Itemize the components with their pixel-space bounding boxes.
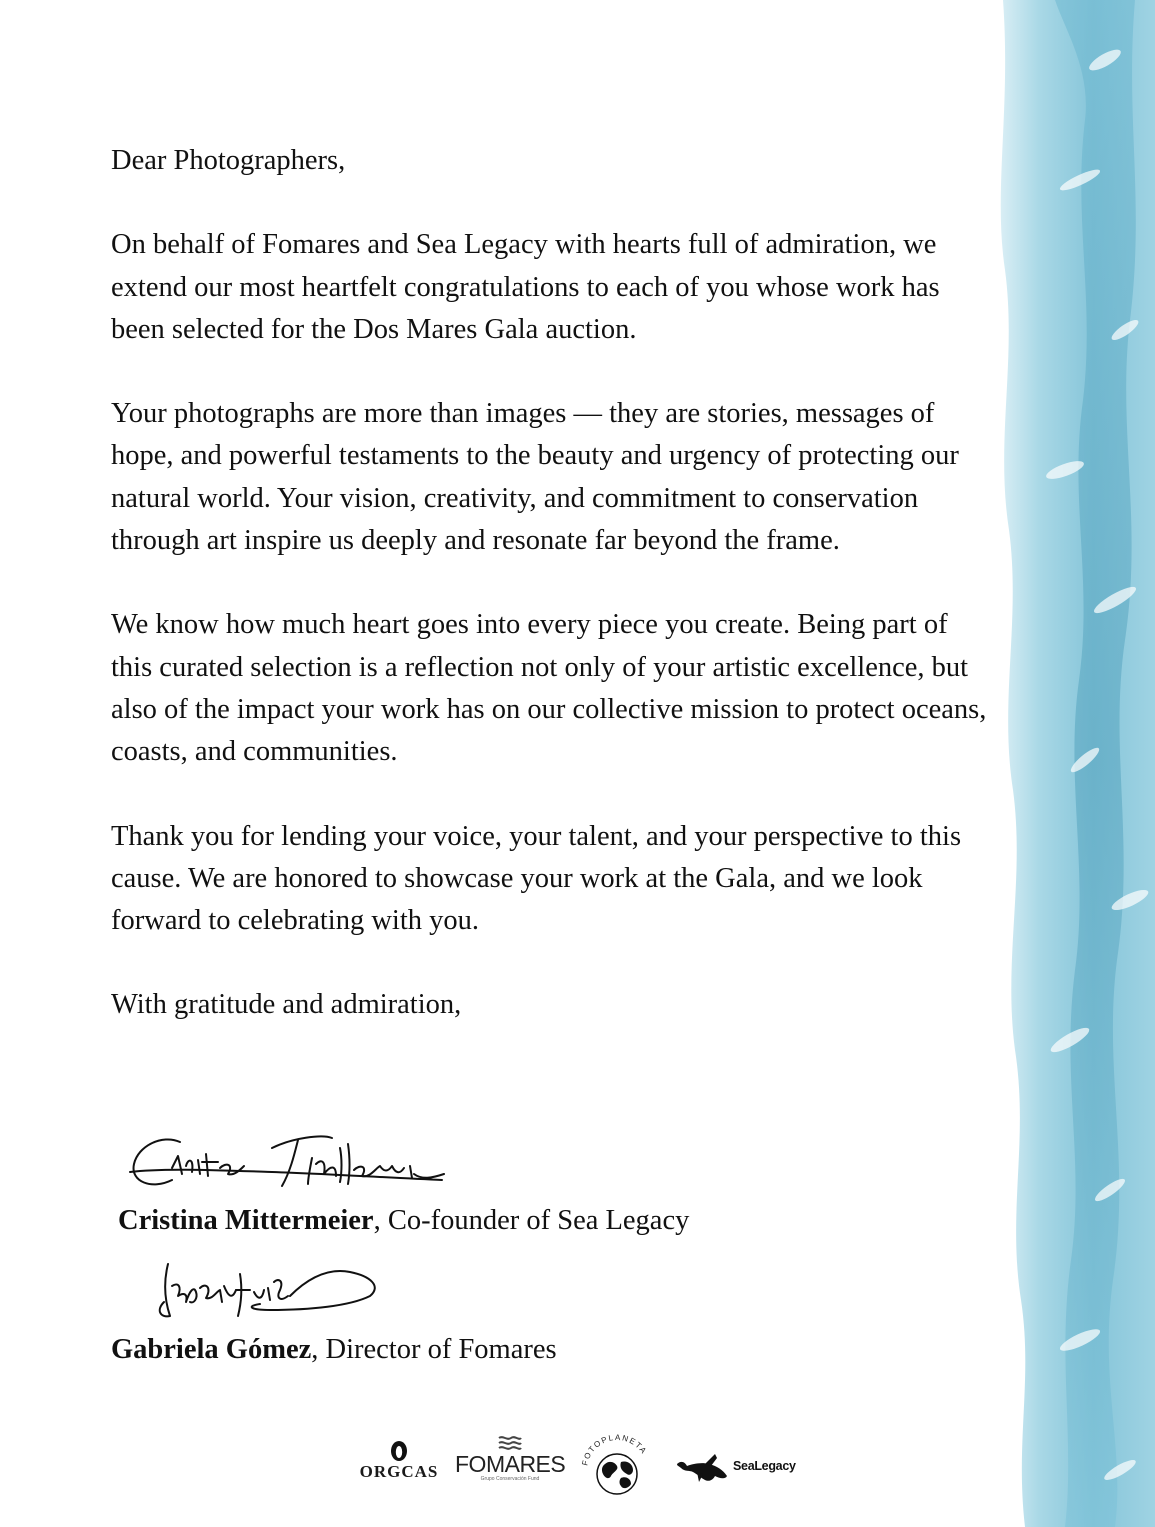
signatory-role: , Co-founder of Sea Legacy <box>373 1205 690 1236</box>
waves-icon <box>497 1434 523 1452</box>
signature-icon <box>150 1256 385 1326</box>
fotoplaneta-text: FOTOPLANETA <box>580 1432 649 1467</box>
orgcas-mark-icon <box>389 1440 409 1462</box>
orgcas-text: ORGCAS <box>359 1462 439 1481</box>
fotoplaneta-logo <box>577 1432 657 1504</box>
signatory-1 <box>118 1200 689 1242</box>
fomares-logo <box>455 1434 565 1482</box>
whale-icon <box>675 1450 731 1486</box>
sealegacy-logo <box>675 1450 805 1486</box>
fomares-text: FOMARES <box>455 1451 566 1477</box>
signatory-role: , Director of Fomares <box>311 1334 557 1365</box>
paragraph-3: We know how much heart goes into every piece you create. Being part of this curated selection is a reflection not only of your artistic excellence, but also of the impact your work has on our collective mission to protect oceans, coasts, and communities. <box>111 609 987 768</box>
signature-icon <box>122 1128 452 1198</box>
orgcas-logo <box>355 1440 443 1482</box>
signatory-name: Cristina Mittermeier <box>118 1205 374 1236</box>
globe-icon <box>577 1432 657 1504</box>
watercolor-stripe <box>985 0 1155 1527</box>
partner-logos <box>355 1432 815 1502</box>
signatory-2 <box>111 1329 557 1371</box>
paragraph-1: On behalf of Fomares and Sea Legacy with hearts full of admiration, we extend our most heartfelt congratulations to each of you whose work has been selected for the Dos Mares Gala auction. <box>111 229 940 345</box>
sealegacy-text: SeaLegacy <box>733 1459 796 1473</box>
closing: With gratitude and admiration, <box>111 989 462 1021</box>
fomares-subtitle: Grupo Conservación Fund <box>480 1476 540 1482</box>
letter-body <box>111 140 991 1027</box>
signatory-name: Gabriela Gómez <box>111 1334 312 1365</box>
paragraph-2: Your photographs are more than images — they are stories, messages of hope, and powerful testaments to the beauty and urgency of protecting our natural world. Your vision, creativity, and commitment to conservation through art inspire us deeply and resonate far beyond the frame. <box>111 398 959 557</box>
greeting: Dear Photographers, <box>111 145 346 176</box>
paragraph-4: Thank you for lending your voice, your talent, and your perspective to this cause. We are honored to showcase your work at the Gala, and we look forward to celebrating with you. <box>111 820 962 937</box>
